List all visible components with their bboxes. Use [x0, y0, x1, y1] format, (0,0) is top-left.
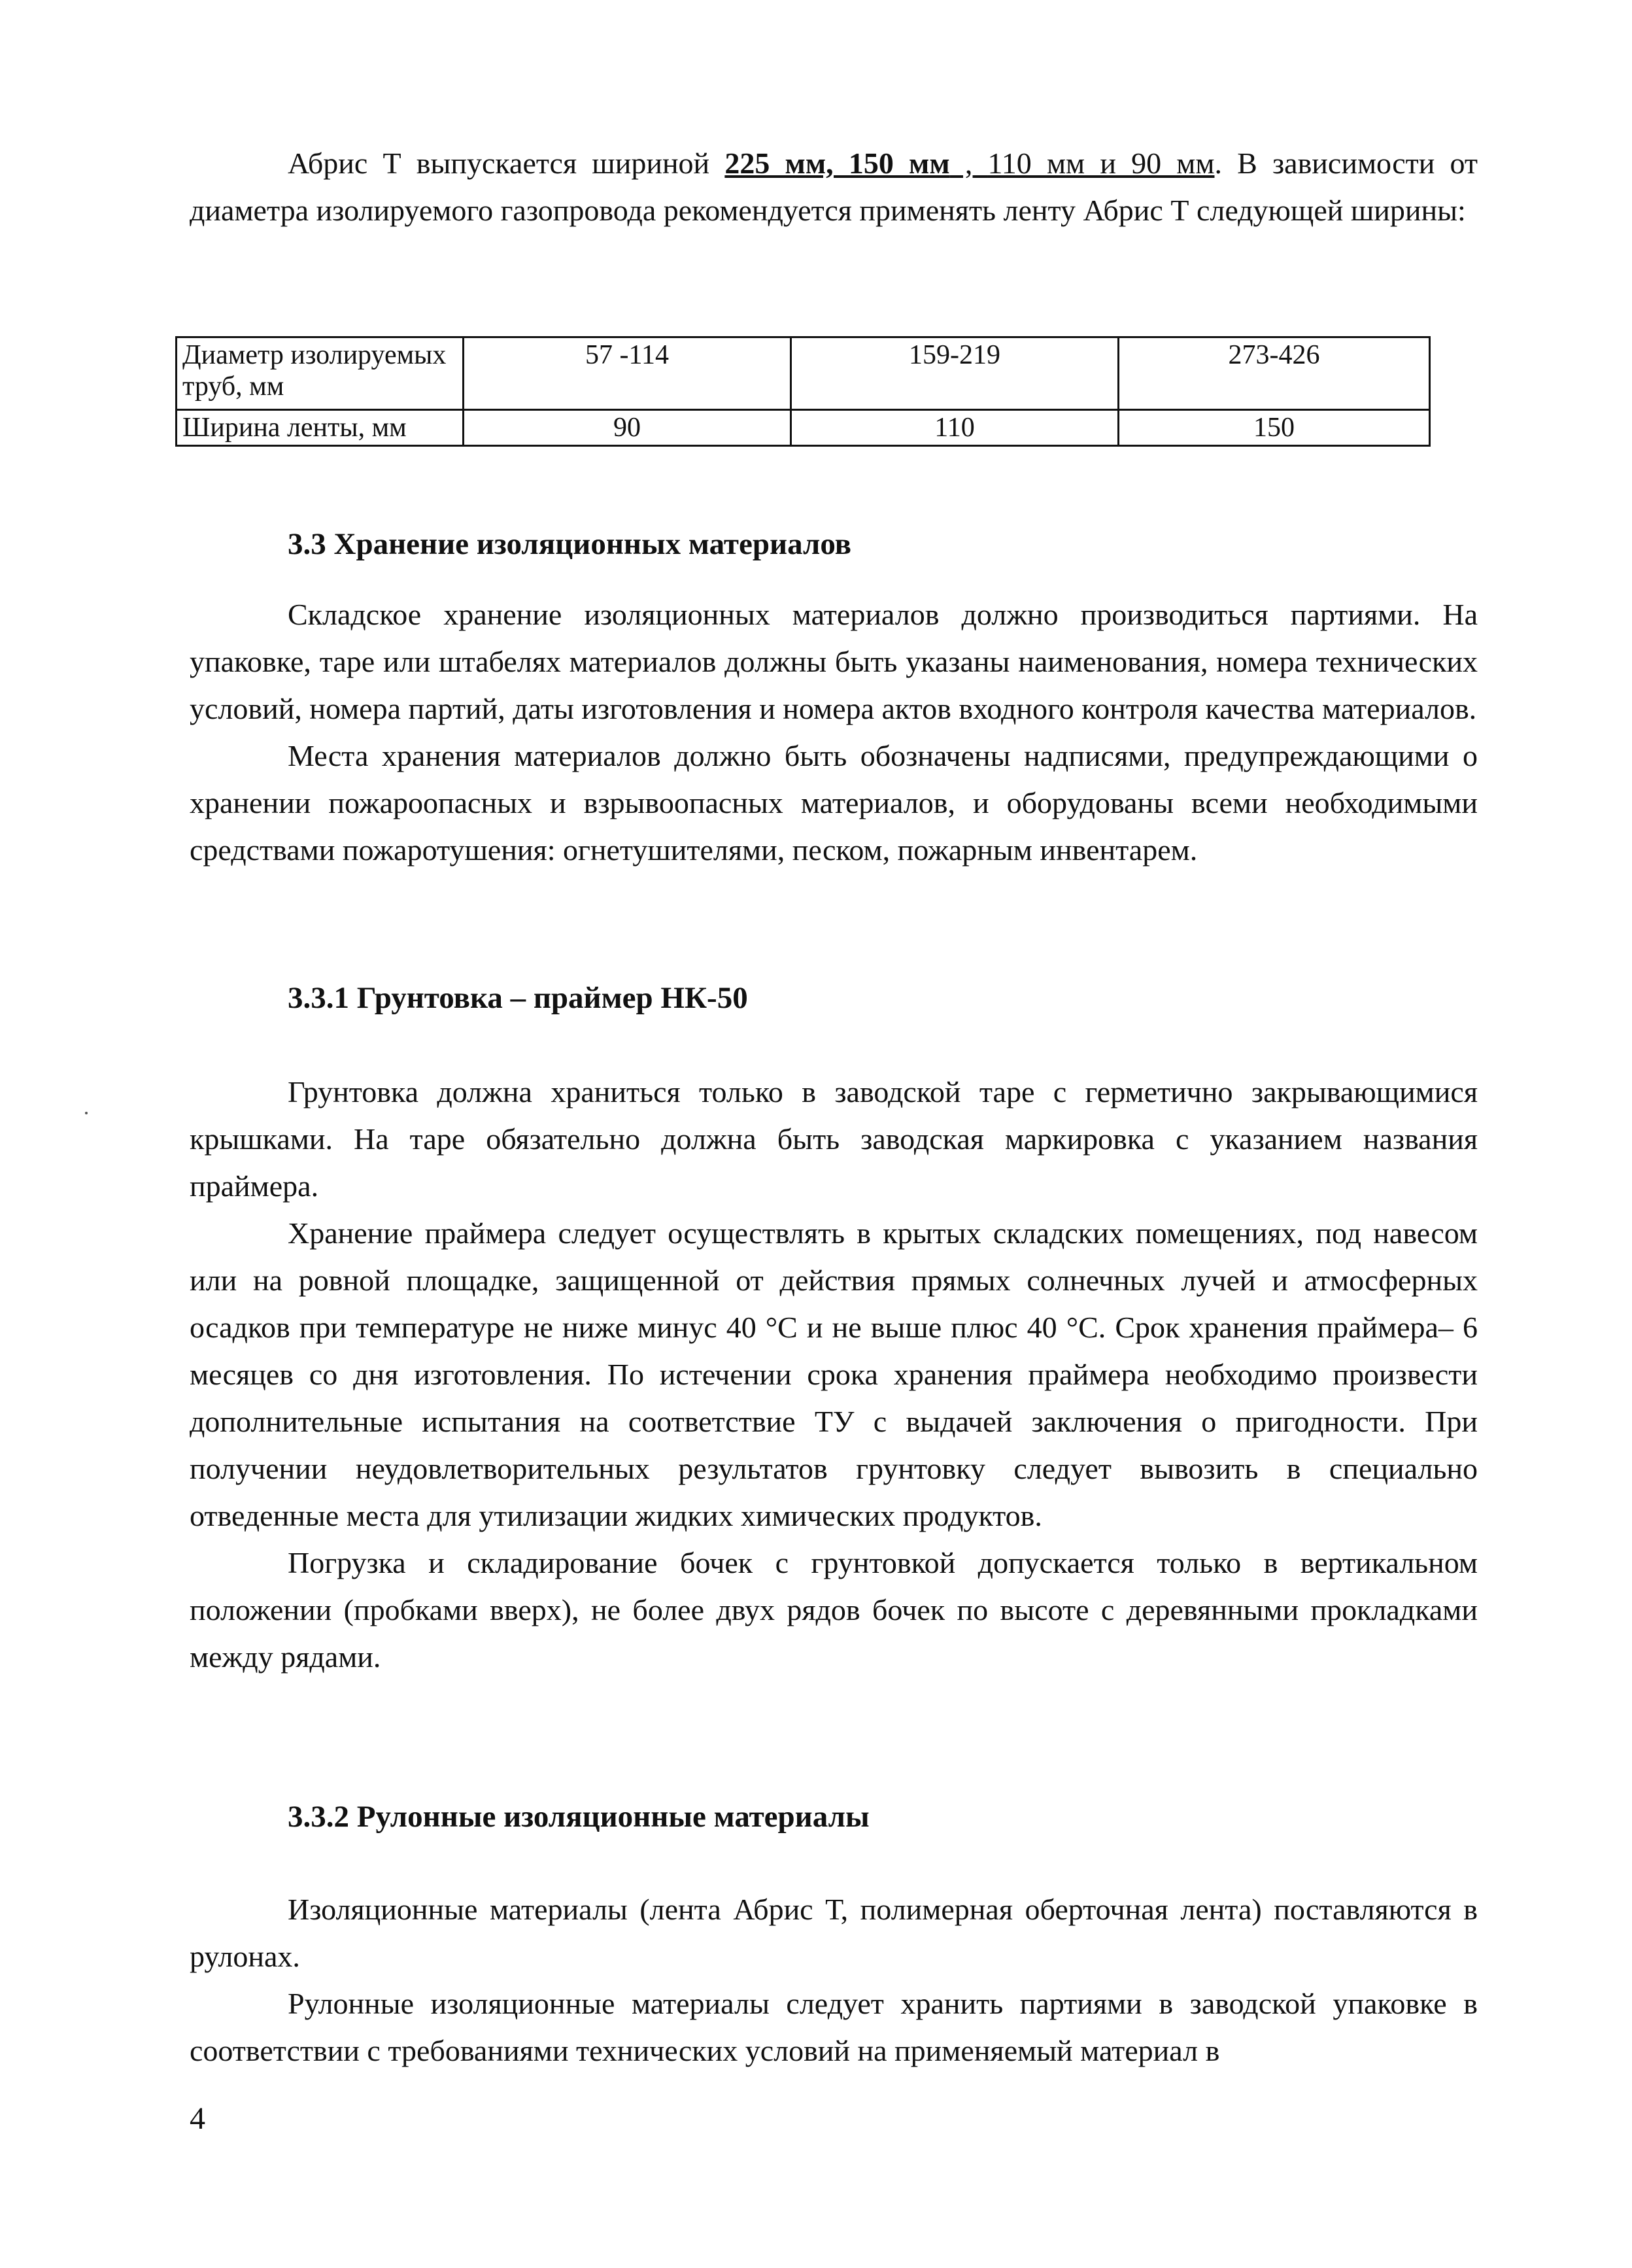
intro-text-end: . В зависимости от диаметра изолируемого газопровода рекомендуется применять ленту Абрис Т следующей ширины: — [190, 146, 1478, 227]
section-3-3-1-body — [190, 1069, 1478, 1681]
section-3-3-title: 3.3 Хранение изоляционных материалов — [288, 527, 852, 561]
intro-text-start: Абрис Т выпускается шириной — [288, 146, 725, 180]
width-110-90: 110 мм и 90 мм — [987, 146, 1215, 180]
page-number: 4 — [190, 2101, 205, 2136]
table-cell-diameter-3: 273-426 — [1119, 337, 1430, 410]
width-separator: , — [949, 146, 988, 180]
tape-width-table — [175, 336, 1431, 447]
section-3-3-paragraph-1: Складское хранение изоляционных материалов должно производиться партиями. На упаковке, таре или штабелях материалов должны быть указаны наименования, номера технических условий, номера партий, даты изготовления и номера актов входного контроля качества материалов. — [190, 598, 1478, 725]
table-cell-diameter-1: 57 -114 — [464, 337, 791, 410]
table-row-width — [177, 410, 1430, 446]
section-3-3-paragraph-2: Места хранения материалов должно быть обозначены надписями, предупреждающими о хранении пожароопасных и взрывоопасных материалов, и оборудованы всеми необходимыми средствами пожаротушения: огнетушителями, песком, пожарным инвентарем. — [190, 739, 1478, 867]
table-cell-width-2: 110 — [791, 410, 1119, 446]
table-cell-width-1: 90 — [464, 410, 791, 446]
section-3-3-body — [190, 591, 1478, 874]
section-3-3-2-paragraph-1: Изоляционные материалы (лента Абрис Т, полимерная оберточная лента) поставляются в рулонах. — [190, 1893, 1478, 1973]
table-row-diameter — [177, 337, 1430, 410]
section-3-3-1-paragraph-1: Грунтовка должна храниться только в заводской таре с герметично закрывающимися крышками. На таре обязательно должна быть заводская маркировка с указанием названия праймера. — [190, 1075, 1478, 1203]
table-cell-width-label: Ширина ленты, мм — [177, 410, 464, 446]
section-3-3-1-paragraph-2: Хранение праймера следует осуществлять в крытых складских помещениях, под навесом или на ровной площадке, защищенной от действия прямых солнечных лучей и атмосферных осадков при температуре не ниже минус 40 °С и не выше плюс 40 °С. Срок хранения праймера– 6 месяцев со дня изготовления. По истечении срока хранения праймера необходимо произвести дополнительные испытания на соответствие ТУ с выдачей заключения о пригодности. При получении неудовлетворительных результатов грунтовку следует вывозить в специально отведенные места для утилизации жидких химических продуктов. — [190, 1216, 1478, 1532]
section-3-3-1-paragraph-3: Погрузка и складирование бочек с грунтовкой допускается только в вертикальном положении (пробками вверх), не более двух рядов бочек по высоте с деревянными прокладками между рядами. — [190, 1546, 1478, 1674]
table-cell-width-3: 150 — [1119, 410, 1430, 446]
intro-paragraph — [190, 140, 1478, 234]
table-cell-diameter-2: 159-219 — [791, 337, 1119, 410]
section-3-3-1-title: 3.3.1 Грунтовка – праймер НК-50 — [288, 981, 748, 1015]
section-3-3-2-body — [190, 1886, 1478, 2074]
table-cell-diameter-label: Диаметр изолируемых труб, мм — [177, 337, 464, 410]
section-3-3-2-title: 3.3.2 Рулонные изоляционные материалы — [288, 1800, 870, 1834]
section-3-3-2-paragraph-2: Рулонные изоляционные материалы следует хранить партиями в заводской упаковке в соответствии с требованиями технических условий на применяемый материал в — [190, 1987, 1478, 2067]
width-225-150: 225 мм, 150 мм — [724, 146, 950, 180]
scan-speck — [85, 1112, 88, 1114]
